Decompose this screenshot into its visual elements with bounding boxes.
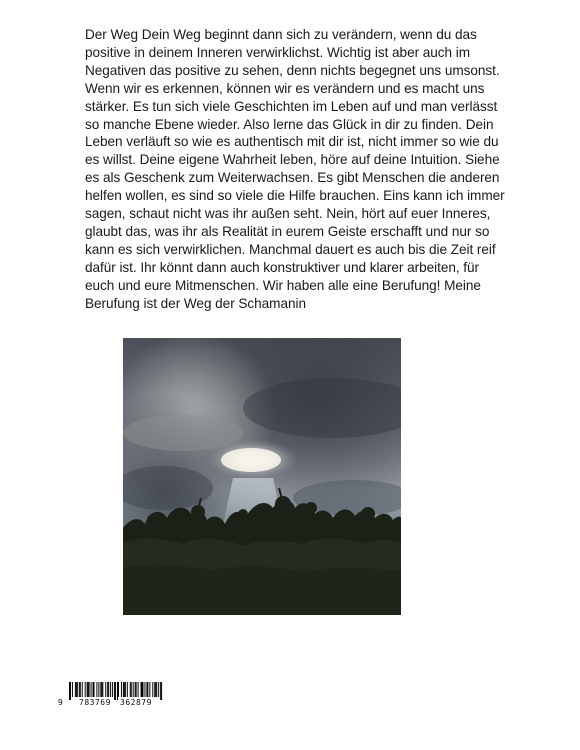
- barcode-bar: [101, 682, 102, 697]
- body-paragraph: Der Weg Dein Weg beginnt dann sich zu verändern, wenn du das positive in deinem Inneren verwirklichst. Wichtig ist aber auch im Negativen das positive zu sehen, denn nichts begegnet uns umsonst. Wenn wir es erkennen, können wir es verändern und es macht uns stärker. Es tun sich viele Geschichten im Leben auf und man verlässt so manche Ebene wieder. Also lerne das Glück in dir zu finden. Dein Leben verläuft so wie es authentisch mit dir ist, nicht immer so wie du es willst. Deine eigene Wahrheit leben, höre auf deine Intuition. Siehe es als Geschenk zum Weiterwachsen. Es gibt Menschen die anderen helfen wollen, es sind so viele die Hilfe brauchen. Eins kann ich immer sagen, schaut nicht was ihr außen seht. Nein, hört auf euer Inneres, glaubt das, was ihr als Realität in eurem Geiste erschafft und nur so kann es sich verwirklichen. Manchmal dauert es auch bis die Zeit reif dafür ist. Ihr könnt dann auch konstruktiver und klarer arbeiten, für euch und eure Mitmenschen. Wir haben alle eine Berufung! Meine Berufung ist der Weg der Schamanin: [85, 27, 505, 311]
- barcode-bar: [135, 682, 136, 697]
- barcode-bar: [133, 682, 134, 697]
- barcode-bar: [108, 682, 109, 697]
- barcode-digits: [58, 698, 170, 710]
- cloudy-sky-image: [123, 338, 401, 615]
- barcode-bar: [96, 682, 97, 697]
- barcode-bar: [76, 682, 77, 697]
- barcode-bar: [158, 682, 159, 697]
- barcode-bar: [123, 682, 124, 697]
- barcode-bar: [143, 682, 144, 697]
- barcode-bar: [88, 682, 89, 697]
- barcode-bar: [89, 682, 90, 697]
- barcode-bar: [155, 682, 156, 697]
- barcode-bar: [124, 682, 125, 697]
- barcode-bar: [98, 682, 99, 697]
- barcode-bar: [82, 682, 83, 697]
- barcode-bar: [80, 682, 81, 697]
- barcode-bar: [94, 682, 95, 697]
- barcode-bar: [138, 682, 139, 697]
- barcode-bar: [147, 682, 148, 697]
- barcode-bar: [156, 682, 157, 697]
- barcode-bar: [121, 682, 122, 697]
- barcode-bar: [75, 682, 76, 697]
- barcode-bar: [72, 682, 73, 697]
- barcode-bar: [79, 682, 80, 697]
- barcode-bar: [85, 682, 86, 697]
- barcode-bar: [130, 682, 131, 697]
- sky-photo: [123, 338, 401, 615]
- barcode-right-group: 362879: [120, 698, 152, 707]
- barcode-bar: [141, 682, 142, 697]
- barcode-bar: [87, 682, 88, 697]
- barcode-bar: [93, 682, 94, 697]
- barcode-bar: [112, 682, 113, 697]
- barcode-bar: [100, 682, 101, 697]
- barcode-bar: [118, 682, 119, 697]
- barcode-bar: [127, 682, 128, 697]
- barcode-bar: [152, 682, 153, 697]
- barcode-bar: [146, 682, 147, 697]
- barcode-bar: [149, 682, 150, 697]
- barcode-left-group: 783769: [79, 698, 111, 707]
- barcode-bar: [110, 682, 111, 697]
- barcode-bar: [131, 682, 132, 697]
- barcode-bar: [142, 682, 143, 697]
- barcode-bar: [91, 682, 92, 697]
- barcode-bar: [77, 682, 78, 697]
- barcode-bar: [107, 682, 108, 697]
- barcode-bar: [102, 682, 103, 697]
- barcode-first-digit: 9: [58, 698, 63, 707]
- barcode-bar: [144, 682, 145, 697]
- barcode-bar: [105, 682, 106, 697]
- barcode-bar: [136, 682, 137, 697]
- barcode-bar: [125, 682, 126, 697]
- barcode-bar: [154, 682, 155, 697]
